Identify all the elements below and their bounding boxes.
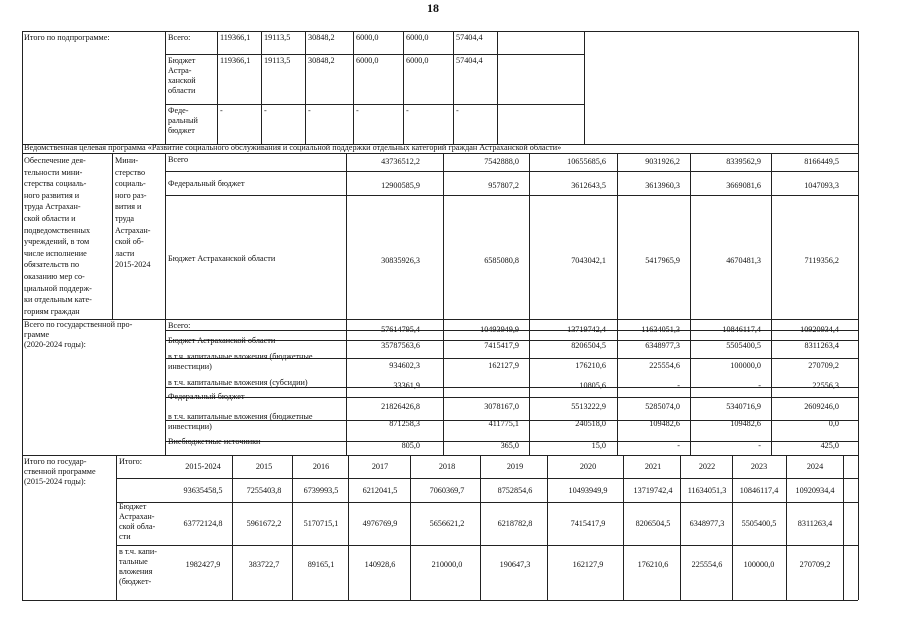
table-rule (858, 144, 859, 600)
program-value: 12900585,9 (381, 181, 420, 190)
grand-total-value: 10920934,4 (795, 486, 835, 495)
state-program-value: 0,0 (828, 419, 839, 428)
table-rule (617, 153, 618, 455)
state-program-value: 162127,9 (488, 361, 519, 370)
grand-total-value: 6218782,8 (497, 519, 533, 528)
year-header: 2020 (579, 462, 597, 471)
program-value: 8166449,5 (804, 157, 839, 166)
state-program-value: 11634051,3 (641, 325, 680, 334)
table-rule (22, 31, 23, 144)
state-program-row-label: в т.ч. капитальные вложения (субсидии) (168, 378, 308, 387)
state-program-value: 57614795,4 (381, 325, 420, 334)
program-value: 4670481,3 (726, 256, 761, 265)
program-value: 3613960,3 (645, 181, 680, 190)
table-rule (443, 153, 444, 455)
executor-text: социаль- (115, 179, 146, 189)
subprogram-row-label: Феде- (168, 106, 189, 115)
subprogram-row-label: ральный (168, 116, 198, 125)
subprogram-value: - (456, 106, 459, 115)
program-value: 9031926,2 (645, 157, 680, 166)
state-program-value: 411775,1 (488, 419, 519, 428)
subprogram-value: 6000,0 (356, 33, 379, 42)
page-number: 18 (427, 1, 439, 15)
state-program-value: 7415417,9 (484, 341, 519, 350)
table-rule (305, 31, 306, 144)
state-program-value: - (677, 381, 680, 390)
grand-total-value: 225554,6 (691, 560, 723, 569)
measure-text: гориям граждан (24, 306, 80, 316)
table-rule (453, 31, 454, 144)
year-header: 2018 (438, 462, 456, 471)
executor-text: ласти (115, 248, 135, 258)
state-program-value: 5505400,5 (726, 341, 761, 350)
state-program-value: - (758, 441, 761, 450)
measure-text: тельности мини- (24, 167, 83, 177)
grand-total-value: 10493949,9 (568, 486, 608, 495)
table-rule (116, 502, 858, 503)
state-program-value: 21826426,8 (381, 402, 420, 411)
table-rule (165, 153, 166, 455)
subprogram-value: 119366,1 (220, 33, 251, 42)
grand-total-row-label: Бюджет (119, 502, 147, 511)
executor-text: вития и (115, 202, 142, 212)
table-rule (22, 319, 858, 320)
subprogram-value: - (264, 106, 267, 115)
grand-total-value: 176210,6 (637, 560, 669, 569)
grand-total-value: 5170715,1 (303, 519, 339, 528)
table-rule (22, 31, 858, 32)
grand-total-value: 383722,7 (248, 560, 280, 569)
table-rule (786, 455, 787, 600)
grand-total-value: 162127,9 (572, 560, 604, 569)
state-program-row-label: Всего: (168, 321, 191, 330)
state-program-value: 225554,6 (649, 361, 680, 370)
program-value: 5417965,9 (645, 256, 680, 265)
subprogram-row-label: Астра- (168, 66, 192, 75)
subprogram-value: 6000,0 (356, 56, 379, 65)
executor-text: 2015-2024 (115, 260, 151, 270)
subprogram-value: 57404,4 (456, 33, 483, 42)
program-row-label: Всего (168, 155, 189, 164)
state-program-value: 8311263,4 (804, 341, 839, 350)
grand-total-value: 5505400,5 (741, 519, 777, 528)
state-program-value: 3078167,0 (484, 402, 519, 411)
grand-total-row-label: в т.ч. капи- (119, 547, 158, 556)
program-value: 8339562,9 (726, 157, 761, 166)
state-program-value: 10493949,9 (480, 325, 519, 334)
state-program-value: 10920934,4 (800, 325, 839, 334)
table-rule (165, 104, 584, 105)
measure-text: ного развития и (24, 190, 80, 200)
subprogram-row-label: области (168, 86, 196, 95)
grand-total-value: 13719742,4 (633, 486, 673, 495)
program-value: 3612643,5 (571, 181, 606, 190)
table-rule (584, 31, 585, 144)
state-program-value: 365,0 (500, 441, 519, 450)
table-rule (353, 31, 354, 144)
state-program-value: 871258,3 (389, 419, 420, 428)
table-rule (165, 171, 858, 172)
subprogram-row-label: Всего: (168, 33, 191, 42)
table-rule (116, 545, 858, 546)
state-program-value: 109482,6 (649, 419, 680, 428)
grand-total-label: ственной программе (24, 467, 96, 476)
program-value: 7119356,2 (804, 256, 839, 265)
state-program-value: 10846117,4 (722, 325, 761, 334)
state-program-value: 10805,6 (579, 381, 606, 390)
year-header: 2023 (750, 462, 768, 471)
measure-text: обязательств по (24, 260, 80, 270)
measure-text: ки отдельным кате- (24, 295, 92, 305)
grand-total-value: 63772124,8 (183, 519, 223, 528)
grand-total-value: 7255403,8 (246, 486, 282, 495)
table-rule (232, 455, 233, 600)
state-program-row-label: в т.ч. капитальные вложения (бюджетные (168, 412, 313, 421)
table-rule (165, 195, 858, 196)
subprogram-value: 19113,5 (264, 33, 291, 42)
table-rule (680, 455, 681, 600)
grand-total-label: (2015-2024 годы): (24, 477, 86, 486)
program-value: 957807,2 (488, 181, 519, 190)
state-program-value: 5340716,9 (726, 402, 761, 411)
program-row-label: Федеральный бюджет (168, 179, 245, 188)
table-rule (217, 31, 218, 144)
state-program-value: 15,0 (591, 441, 606, 450)
state-program-value: 270709,2 (808, 361, 839, 370)
table-rule (22, 144, 23, 600)
table-rule (116, 478, 858, 479)
executor-text: стерство (115, 167, 146, 177)
grand-total-value: 93635458,5 (183, 486, 223, 495)
program-value: 7043042,1 (571, 256, 606, 265)
grand-total-row-label: (бюджет- (119, 577, 152, 586)
state-program-value: 100000,0 (730, 361, 761, 370)
table-rule (497, 31, 498, 144)
subprogram-value: 6000,0 (406, 33, 429, 42)
table-rule (410, 455, 411, 600)
grand-total-row-label: ской обла- (119, 522, 156, 531)
measure-text: циальной поддерж- (24, 283, 92, 293)
grand-total-value: 7415417,9 (570, 519, 606, 528)
table-rule (623, 455, 624, 600)
grand-total-value: 8752854,6 (497, 486, 533, 495)
state-program-row-label: Бюджет Астраханской области (168, 336, 276, 345)
executor-text: ской об- (115, 237, 144, 247)
state-program-value: 805,0 (401, 441, 420, 450)
state-program-label: Всего по государственной про- (24, 320, 133, 329)
grand-total-value: 140928,6 (364, 560, 396, 569)
subprogram-total-label: Итого по подпрограмме: (24, 33, 110, 42)
state-program-value: - (677, 441, 680, 450)
program-value: 6585080,8 (484, 256, 519, 265)
year-header: 2024 (806, 462, 824, 471)
program-value: 1047093,3 (804, 181, 839, 190)
table-rule (165, 397, 858, 398)
state-program-row-label: инвестиции) (168, 422, 212, 431)
year-header: 2022 (698, 462, 716, 471)
year-header: 2017 (371, 462, 389, 471)
state-program-value: - (758, 381, 761, 390)
table-rule (22, 153, 858, 154)
state-program-value: 425,0 (820, 441, 839, 450)
grand-total-value: 89165,1 (307, 560, 335, 569)
table-rule (732, 455, 733, 600)
grand-total-value: 5961672,2 (246, 519, 282, 528)
subprogram-row-label: Бюджет (168, 56, 196, 65)
subprogram-value: 57404,4 (456, 56, 483, 65)
grand-total-value: 6739993,5 (303, 486, 339, 495)
executor-text: Астрахан- (115, 225, 151, 235)
state-program-value: 2609246,0 (804, 402, 839, 411)
grand-total-value: 100000,0 (743, 560, 775, 569)
grand-total-row-label: тальные (119, 557, 148, 566)
year-header: 2016 (312, 462, 330, 471)
state-program-value: 13719742,4 (567, 325, 606, 334)
grand-total-value: 190647,3 (499, 560, 531, 569)
measure-text: числе исполнение (24, 248, 87, 258)
table-rule (690, 153, 691, 455)
measure-text: оказанию мер со- (24, 272, 85, 281)
table-rule (858, 31, 859, 144)
program-row-label: Бюджет Астраханской области (168, 254, 276, 263)
subprogram-value: - (308, 106, 311, 115)
year-header: 2021 (644, 462, 662, 471)
state-program-value: 109482,6 (730, 419, 761, 428)
subprogram-value: 19113,5 (264, 56, 291, 65)
table-rule (112, 153, 113, 319)
program-value: 43736512,2 (381, 157, 420, 166)
state-program-value: 8206504,5 (571, 341, 606, 350)
subprogram-value: - (406, 106, 409, 115)
table-rule (165, 54, 584, 55)
table-rule (348, 455, 349, 600)
grand-total-value: 4976769,9 (362, 519, 398, 528)
executor-text: ного раз- (115, 190, 147, 200)
subprogram-row-label: бюджет (168, 126, 195, 135)
program-title: Ведомственная целевая программа «Развитие социального обслуживания и социальной поддержки отдельных категорий граждан Астраханской области» (24, 143, 562, 152)
subprogram-value: 6000,0 (406, 56, 429, 65)
program-value: 7542888,0 (484, 157, 519, 166)
table-rule (771, 153, 772, 455)
state-program-row-label: Внебюджетные источники (168, 437, 261, 446)
table-rule (547, 455, 548, 600)
grand-total-value: 6348977,3 (689, 519, 725, 528)
grand-total-value: 8311263,4 (797, 519, 833, 528)
measure-text: учреждений, в том (24, 237, 90, 247)
state-program-value: 934602,3 (389, 361, 420, 370)
measure-text: ской области и (24, 214, 76, 223)
grand-total-value: 10846117,4 (739, 486, 779, 495)
table-rule (261, 31, 262, 144)
executor-text: Мини- (115, 156, 139, 165)
state-program-row-label: Федеральный бюджет (168, 392, 245, 401)
grand-total-label: Итого по государ- (24, 457, 87, 466)
subprogram-value: - (356, 106, 359, 115)
program-value: 10655685,6 (567, 157, 606, 166)
state-program-value: 6348977,3 (645, 341, 680, 350)
state-program-value: 176210,6 (575, 361, 606, 370)
executor-text: труда (115, 214, 135, 223)
state-program-value: 240518,0 (575, 419, 606, 428)
table-rule (480, 455, 481, 600)
state-program-value: 33361,9 (393, 381, 420, 390)
grand-total-row-label: вложения (119, 567, 153, 576)
subprogram-value: - (220, 106, 223, 115)
state-program-label: грамме (24, 330, 50, 339)
measure-text: стерства социаль- (24, 179, 87, 189)
measure-text: труда Астрахан- (24, 202, 81, 212)
grand-total-row-label: сти (119, 532, 131, 541)
grand-total-value: 5656621,2 (429, 519, 465, 528)
year-header: 2015 (255, 462, 273, 471)
program-value: 3669081,6 (726, 181, 761, 190)
grand-total-value: 7060369,7 (429, 486, 465, 495)
table-rule (346, 153, 347, 455)
table-rule (529, 153, 530, 455)
subprogram-value: 119366,1 (220, 56, 251, 65)
table-rule (843, 455, 844, 600)
grand-total-value: 6212041,5 (362, 486, 398, 495)
grand-total-row-label: Астрахан- (119, 512, 155, 521)
state-program-value: 5285074,0 (645, 402, 680, 411)
subprogram-value: 30848,2 (308, 56, 335, 65)
state-program-row-label: инвестиции) (168, 362, 212, 371)
grand-total-value: 210000,0 (431, 560, 463, 569)
grand-total-value: 270709,2 (799, 560, 831, 569)
table-rule (116, 600, 858, 601)
state-program-label: (2020-2024 годы): (24, 340, 86, 349)
subprogram-row-label: ханской (168, 76, 196, 85)
program-value: 30835926,3 (381, 256, 420, 265)
grand-total-value: 11634051,3 (687, 486, 727, 495)
state-program-value: 35787563,6 (381, 341, 420, 350)
year-header: 2015-2024 (185, 462, 221, 471)
grand-total-value: 1982427,9 (185, 560, 221, 569)
table-rule (22, 600, 116, 601)
grand-total-row-label: Итого: (119, 457, 142, 466)
state-program-value: 22556,3 (812, 381, 839, 390)
table-rule (292, 455, 293, 600)
state-program-row-label: в т.ч. капитальные вложения (бюджетные (168, 352, 313, 361)
measure-text: Обеспечение дея- (24, 156, 86, 165)
subprogram-value: 30848,2 (308, 33, 335, 42)
table-rule (116, 455, 117, 600)
table-rule (403, 31, 404, 144)
measure-text: подведомственных (24, 225, 91, 235)
state-program-value: 5513222,9 (571, 402, 606, 411)
year-header: 2019 (506, 462, 524, 471)
table-rule (165, 31, 166, 144)
grand-total-value: 8206504,5 (635, 519, 671, 528)
